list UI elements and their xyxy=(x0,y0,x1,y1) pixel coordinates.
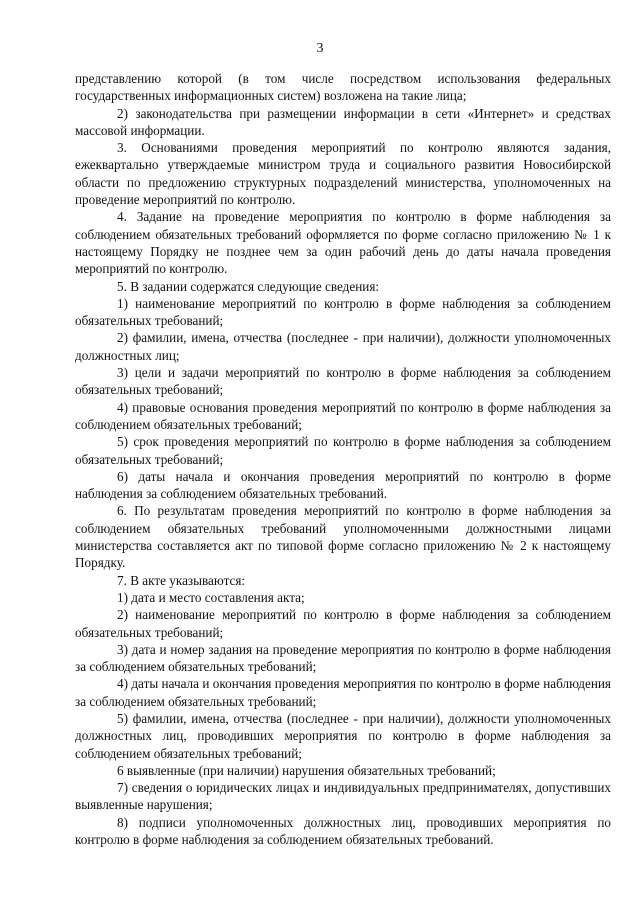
paragraph-s7-item-8: 8) подписи уполномоченных должностных лиц, проводивших мероприятия по контролю в форме наблюдения за соблюдением обязательных требований. xyxy=(75,814,611,848)
paragraph-s7-item-3: 3) дата и номер задания на проведение мероприятия по контролю в форме наблюдения за соблюдением обязательных требований; xyxy=(75,641,611,675)
paragraph-s5-item-6: 6) даты начала и окончания проведения мероприятий по контролю в форме наблюдения за соблюдением обязательных требований. xyxy=(75,468,611,502)
page-number: 3 xyxy=(316,41,324,56)
paragraph-s7-item-4: 4) даты начала и окончания проведения мероприятия по контролю в форме наблюдения за соблюдением обязательных требований; xyxy=(75,676,611,709)
paragraph-s5-item-5: 5) срок проведения мероприятий по контролю в форме наблюдения за соблюдением обязательных требований; xyxy=(75,434,611,467)
paragraph-s7-item-7: 7) сведения о юридических лицах и индивидуальных предпринимателях, допустивших выявленные нарушения; xyxy=(75,780,611,813)
paragraph-s5-item-2: 2) фамилии, имена, отчества (последнее - при наличии), должности уполномоченных должностных лиц; xyxy=(75,330,611,363)
paragraph-continuation: представлению которой (в том числе посредством использования федеральных государственных информационных систем) возложена на такие лица; xyxy=(75,71,611,104)
paragraph-s5-item-1: 1) наименование мероприятий по контролю в форме наблюдения за соблюдением обязательных требований; xyxy=(75,295,611,329)
paragraph-item-2-internet: 2) законодательства при размещении информации в сети «Интернет» и средствах массовой информации. xyxy=(75,105,611,138)
paragraph-section-7: 7. В акте указываются: xyxy=(117,572,246,588)
paragraph-section-5: 5. В задании содержатся следующие сведения: xyxy=(117,278,380,294)
paragraph-s7-item-5: 5) фамилии, имена, отчества (последнее - при наличии), должности уполномоченных должностных лиц, проводивших мероприятия по контролю в форме наблюдения за соблюдением обязательных требований; xyxy=(75,710,611,761)
paragraph-s5-item-4: 4) правовые основания проведения мероприятий по контролю в форме наблюдения за соблюдением обязательных требований; xyxy=(75,399,611,432)
paragraph-s5-item-3: 3) цели и задачи мероприятий по контролю в форме наблюдения за соблюдением обязательных требований; xyxy=(75,365,611,398)
paragraph-section-6: 6. По результатам проведения мероприятий по контролю в форме наблюдения за соблюдением обязательных требований уполномоченными должностными лицами министерства составляется акт по типовой форме согласно приложению № 2 к настоящему Порядку. xyxy=(75,503,611,571)
document-body xyxy=(75,70,611,848)
paragraph-s7-item-2: 2) наименование мероприятий по контролю в форме наблюдения за соблюдением обязательных требований; xyxy=(75,607,611,640)
paragraph-s7-item-6: 6 выявленные (при наличии) нарушения обязательных требований; xyxy=(117,762,496,778)
paragraph-section-4: 4. Задание на проведение мероприятия по контролю в форме наблюдения за соблюдением обязательных требований оформляется по форме согласно приложению № 1 к настоящему Порядку не позднее чем за один рабочий день до даты начала проведения мероприятий по контролю. xyxy=(75,209,611,277)
paragraph-section-3: 3. Основаниями проведения мероприятий по контролю являются задания, ежеквартально утверждаемые министром труда и социального развития Новосибирской области по предложению структурных подразделений министерства, уполномоченных на проведение мероприятий по контролю. xyxy=(75,140,611,208)
paragraph-s7-item-1: 1) дата и место составления акта; xyxy=(117,589,305,605)
